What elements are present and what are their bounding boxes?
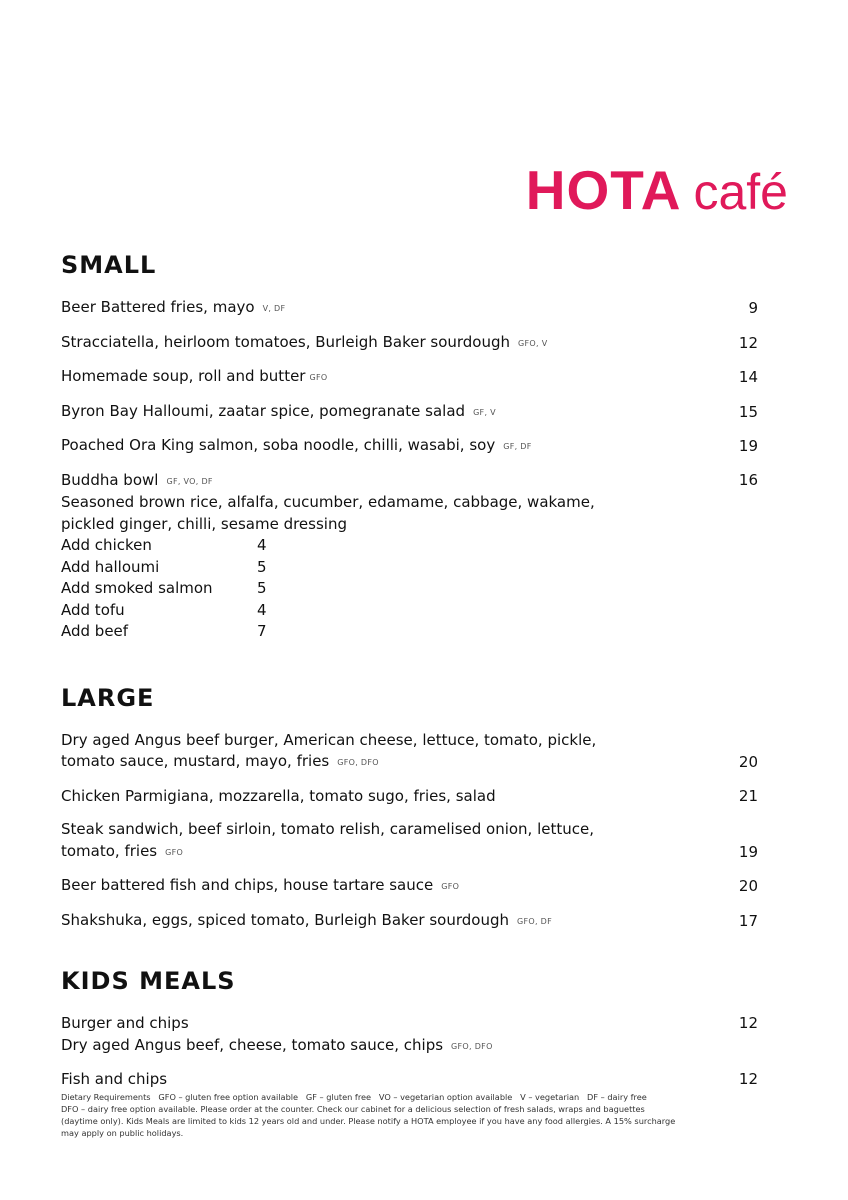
section-title-small: SMALL bbox=[61, 251, 157, 279]
section-kids-meals bbox=[61, 964, 758, 1091]
item-price: 17 bbox=[738, 911, 758, 930]
menu-item bbox=[61, 332, 758, 355]
item-name: Stracciatella, heirloom tomatoes, Burleigh Baker sourdough bbox=[61, 332, 511, 351]
section-large bbox=[61, 681, 758, 933]
addon-row bbox=[61, 621, 595, 643]
dietary-tag: GFO bbox=[165, 847, 184, 857]
footnote-line: may apply on public holidays. bbox=[61, 1128, 184, 1138]
addon-row bbox=[61, 557, 595, 579]
item-name: Homemade soup, roll and butter bbox=[61, 367, 306, 385]
dietary-tag: GFO, V bbox=[518, 338, 548, 348]
addon-price: 4 bbox=[257, 600, 267, 619]
footnote-line: Dietary Requirements GFO – gluten free option available GF – gluten free VO – vegetarian option available V – vegetarian DF – dairy free bbox=[61, 1092, 647, 1102]
item-price: 12 bbox=[738, 1014, 758, 1032]
item-name: Fish and chips bbox=[61, 1070, 168, 1088]
item-price: 21 bbox=[738, 786, 758, 805]
logo-cafe: café bbox=[693, 164, 788, 220]
item-name-line: Dry aged Angus beef burger, American cheese, lettuce, tomato, pickle, bbox=[61, 730, 597, 749]
menu-item bbox=[61, 819, 758, 863]
footnote-line: (daytime only). Kids Meals are limited to kids 12 years old and under. Please notify a HOTA employee if you have any food allergies. A 15% surcharge bbox=[61, 1116, 676, 1126]
dietary-tag: GFO bbox=[441, 882, 460, 891]
addon-row bbox=[61, 600, 595, 622]
section-title-large: LARGE bbox=[61, 683, 155, 712]
dietary-tag: GF, DF bbox=[503, 442, 532, 451]
menu-item bbox=[61, 401, 758, 424]
item-price: 20 bbox=[738, 753, 758, 771]
hota-cafe-logo bbox=[526, 158, 788, 222]
item-description: Dry aged Angus beef, cheese, tomato sauce, chips bbox=[61, 1035, 444, 1054]
addon-price: 7 bbox=[257, 622, 267, 640]
addon-name: Add beef bbox=[61, 622, 129, 640]
dietary-tag: GFO, DFO bbox=[451, 1041, 493, 1051]
dietary-tag: GFO, DFO bbox=[337, 758, 379, 767]
addon-row bbox=[61, 535, 595, 557]
dietary-tag: GFO, DF bbox=[517, 916, 553, 926]
item-price: 15 bbox=[738, 402, 758, 421]
dietary-tag: V, DF bbox=[262, 304, 286, 313]
menu-item bbox=[61, 1013, 758, 1057]
addon-price: 5 bbox=[257, 579, 267, 597]
addon-price: 5 bbox=[257, 557, 267, 576]
menu-item bbox=[61, 435, 758, 458]
item-price: 9 bbox=[748, 299, 758, 317]
item-name: tomato sauce, mustard, mayo, fries bbox=[61, 752, 330, 770]
item-price: 19 bbox=[738, 842, 758, 861]
section-small bbox=[61, 248, 758, 643]
dietary-tag: GF, V bbox=[473, 407, 496, 417]
addon-list bbox=[61, 535, 595, 643]
item-name: Byron Bay Halloumi, zaatar spice, pomegranate salad bbox=[61, 401, 466, 420]
menu-item bbox=[61, 875, 758, 898]
item-price: 16 bbox=[738, 470, 758, 489]
addon-name: Add smoked salmon bbox=[61, 579, 213, 597]
item-description: Seasoned brown rice, alfalfa, cucumber, edamame, cabbage, wakame, bbox=[61, 493, 595, 511]
item-price: 19 bbox=[738, 437, 758, 455]
dietary-tag: GFO bbox=[309, 373, 328, 382]
menu-item-buddha-bowl bbox=[61, 470, 758, 643]
menu-item bbox=[61, 1069, 758, 1091]
menu-item bbox=[61, 366, 758, 389]
dietary-tag: GF, VO, DF bbox=[166, 476, 213, 486]
item-price: 12 bbox=[738, 333, 758, 352]
item-price: 12 bbox=[738, 1070, 758, 1088]
menu-item bbox=[61, 730, 758, 774]
footnote-line: DFO – dairy free option available. Please order at the counter. Check our cabinet for a delicious selection of fresh salads, wraps and baguettes bbox=[61, 1104, 645, 1114]
dietary-footnote bbox=[61, 1091, 741, 1139]
item-name: Buddha bowl bbox=[61, 470, 159, 489]
item-price: 20 bbox=[738, 877, 758, 895]
item-name: Chicken Parmigiana, mozzarella, tomato sugo, fries, salad bbox=[61, 786, 496, 805]
addon-name: Add halloumi bbox=[61, 557, 160, 576]
addon-name: Add tofu bbox=[61, 600, 125, 619]
item-description: pickled ginger, chilli, sesame dressing bbox=[61, 514, 347, 533]
item-name-line: Steak sandwich, beef sirloin, tomato relish, caramelised onion, lettuce, bbox=[61, 820, 595, 838]
item-name: tomato, fries bbox=[61, 841, 158, 860]
addon-row bbox=[61, 578, 595, 600]
logo-hota: HOTA bbox=[525, 159, 682, 221]
item-price: 14 bbox=[738, 368, 758, 386]
item-name: Beer battered fish and chips, house tartare sauce bbox=[61, 876, 434, 894]
item-name: Shakshuka, eggs, spiced tomato, Burleigh Baker sourdough bbox=[61, 910, 509, 929]
menu-content bbox=[61, 248, 758, 1121]
menu-item bbox=[61, 910, 758, 933]
item-name: Beer Battered fries, mayo bbox=[61, 298, 255, 316]
item-name: Poached Ora King salmon, soba noodle, chilli, wasabi, soy bbox=[61, 436, 496, 454]
addon-name: Add chicken bbox=[61, 536, 152, 554]
menu-item bbox=[61, 297, 758, 320]
item-name: Burger and chips bbox=[61, 1014, 189, 1032]
section-title-kids-meals: KIDS MEALS bbox=[61, 967, 236, 995]
menu-item bbox=[61, 786, 758, 808]
addon-price: 4 bbox=[257, 536, 267, 554]
